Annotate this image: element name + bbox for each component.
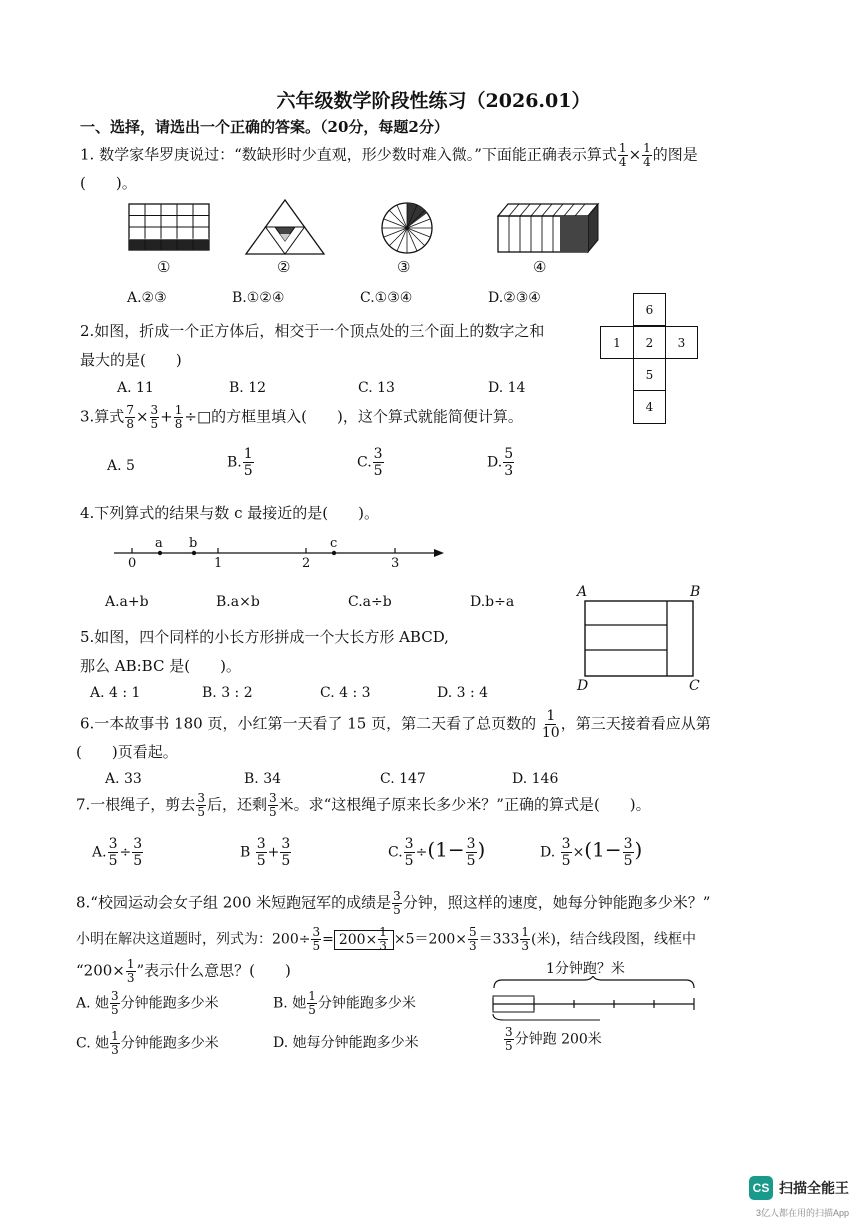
q4-point-b: b	[189, 536, 198, 551]
q1-text-a: 1. 数学家华罗庚说过：“数缺形时少直观，形少数时难入微。”下面能正确表示算式	[80, 145, 617, 164]
q4-text: 4.下列算式的结果与数 c 最接近的是( )。	[80, 504, 379, 522]
q4-option-c[interactable]: C.a÷b	[348, 594, 392, 610]
q5-option-d[interactable]: D. 3 : 4	[437, 685, 489, 701]
q6-option-d[interactable]: D. 146	[512, 771, 559, 787]
q1-figures	[120, 196, 620, 262]
q1-frac-1: $\frac{1}{4}$	[618, 141, 627, 169]
brand-name: 扫描全能王	[779, 1180, 849, 1196]
net-face: 5	[633, 358, 666, 391]
q1-figure-1-grid	[129, 204, 209, 250]
net-face: 4	[633, 390, 666, 424]
q3-option-b[interactable]: B. $\frac{1}{5}$	[227, 446, 253, 479]
q5-option-a[interactable]: A. 4 : 1	[90, 685, 141, 701]
q1-line2: ( )。	[80, 174, 137, 192]
q4-tick-0: 0	[128, 556, 137, 571]
q5-rectangle-figure	[584, 600, 696, 678]
cs-logo-icon: CS	[749, 1176, 773, 1200]
q4-point-a: a	[155, 536, 163, 551]
q3-option-a[interactable]: A. 5	[107, 458, 135, 474]
q3-text: 3.算式 $\frac{7}{8}$ × $\frac{3}{5}$ + $\frac{1}{8}$ ÷□的方框里填入( )，这个算式就能简便计算。	[80, 403, 523, 431]
q1-option-c[interactable]: C.①③④	[360, 290, 413, 306]
q2-option-c[interactable]: C. 13	[358, 380, 395, 396]
q7-option-a[interactable]: A. $\frac{3}{5}$ ÷ $\frac{3}{5}$	[92, 836, 143, 869]
q1-text	[80, 142, 698, 169]
q1-text-b: 的图是	[652, 145, 698, 164]
q8-option-d[interactable]: D. 她每分钟能跑多少米	[273, 1035, 419, 1051]
q2-line2: 最大的是( )	[80, 351, 182, 369]
q4-option-a[interactable]: A.a+b	[105, 594, 149, 610]
brand-tagline: 3亿人都在用的扫描App	[755, 1208, 849, 1218]
q2-option-b[interactable]: B. 12	[229, 380, 267, 396]
q1-figure-label-3: ③	[397, 258, 411, 276]
q4-tick-1: 1	[214, 556, 223, 571]
q4-option-b[interactable]: B.a×b	[216, 594, 260, 610]
q5-option-b[interactable]: B. 3 : 2	[202, 685, 253, 701]
q8-option-c[interactable]: C. 她 $\frac{1}{3}$ 分钟能跑多少米	[76, 1029, 219, 1057]
q1-option-a[interactable]: A.②③	[127, 290, 167, 306]
q8-line3: “200× $\frac{1}{3}$ ”表示什么意思？( )	[76, 957, 291, 985]
q8-line1: 8.“校园运动会女子组 200 米短跑冠军的成绩是 $\frac{3}{5}$ 分钟，照这样的速度，她每分钟能跑多少米？”	[76, 889, 711, 917]
q8-diagram-top-label: 1分钟跑？米	[546, 961, 625, 977]
q2-line1: 2.如图，折成一个正方体后，相交于一个顶点处的三个面上的数字之和	[80, 322, 545, 340]
q8-line2: 小明在解决这道题时，列式为：200÷ $\frac{3}{5}$ = 200× $\frac{1}{3}$ ×5＝200× $\frac{5}{3}$ ＝333 $\frac{1}{3}$ (米)，结合线段图，线框中	[76, 925, 696, 953]
q4-tick-2: 2	[302, 556, 311, 571]
q6-option-a[interactable]: A. 33	[105, 771, 142, 787]
q8-option-a[interactable]: A. 她 $\frac{3}{5}$ 分钟能跑多少米	[76, 989, 219, 1017]
net-face: 1	[600, 326, 634, 359]
q1-frac-2: $\frac{1}{4}$	[643, 141, 651, 169]
q6-text: 6.一本故事书 180 页，小红第一天看了 15 页，第二天看了总页数的 $\frac{1}{10}$ ，第三天接着看应从第	[80, 708, 711, 741]
q6-line2: ( )页看起。	[76, 743, 178, 761]
q5-line1: 5.如图，四个同样的小长方形拼成一个大长方形 ABCD,	[80, 628, 449, 646]
q1-figure-2-triangle	[246, 200, 324, 254]
q1-figure-label-2: ②	[277, 258, 291, 276]
q1-figure-label-1: ①	[157, 258, 171, 276]
q7-option-d[interactable]: D. $\frac{3}{5}$ ×(1− $\frac{3}{5}$ )	[540, 836, 643, 869]
q2-option-d[interactable]: D. 14	[488, 380, 526, 396]
q4-tick-3: 3	[391, 556, 400, 571]
q7-option-c[interactable]: C. $\frac{3}{5}$ ÷(1− $\frac{3}{5}$ )	[388, 836, 486, 869]
q5-corner-b: B	[690, 584, 701, 600]
scanner-logo	[749, 1176, 849, 1200]
q1-times: ×	[628, 145, 642, 164]
q8-segment-diagram	[490, 976, 700, 1024]
q1-figure-4-cuboid	[498, 204, 598, 252]
q3-option-d[interactable]: D. $\frac{5}{3}$	[487, 446, 514, 479]
q6-option-c[interactable]: C. 147	[380, 771, 426, 787]
section-heading: 一、选择，请选出一个正确的答案。（20分，每题2分）	[80, 118, 449, 136]
q8-option-b[interactable]: B. 她 $\frac{1}{5}$ 分钟能跑多少米	[273, 989, 416, 1017]
q4-point-c: c	[330, 536, 338, 551]
q5-corner-a: A	[577, 584, 588, 600]
q1-figure-3-circle	[382, 203, 432, 253]
q6-option-b[interactable]: B. 34	[244, 771, 282, 787]
q7-text: 7.一根绳子，剪去 $\frac{3}{5}$ 后，还剩 $\frac{3}{5}$ 米。求“这根绳子原来长多少米？”正确的算式是( )。	[76, 791, 651, 819]
q3-option-c[interactable]: C. $\frac{3}{5}$	[357, 446, 383, 479]
q1-option-d[interactable]: D.②③④	[488, 290, 541, 306]
net-face: 3	[665, 326, 698, 359]
q5-option-c[interactable]: C. 4 : 3	[320, 685, 371, 701]
q5-corner-c: C	[689, 678, 700, 694]
q5-line2: 那么 AB:BC 是( )。	[80, 657, 241, 675]
page-title: 六年级数学阶段性练习（2026.01）	[276, 90, 591, 112]
q8-diagram-bottom-label: $\frac{3}{5}$ 分钟跑 200米	[505, 1025, 602, 1053]
q2-option-a[interactable]: A. 11	[117, 380, 154, 396]
q7-option-b[interactable]: B $\frac{3}{5}$ + $\frac{3}{5}$	[240, 836, 291, 869]
q8-highlight-box: 200× $\frac{1}{3}$	[334, 930, 394, 950]
q5-corner-d: D	[577, 678, 589, 694]
net-face: 6	[633, 293, 666, 326]
q1-option-b[interactable]: B.①②④	[232, 290, 285, 306]
q4-option-d[interactable]: D.b÷a	[470, 594, 515, 610]
net-face: 2	[633, 326, 666, 359]
q1-figure-label-4: ④	[533, 258, 547, 276]
